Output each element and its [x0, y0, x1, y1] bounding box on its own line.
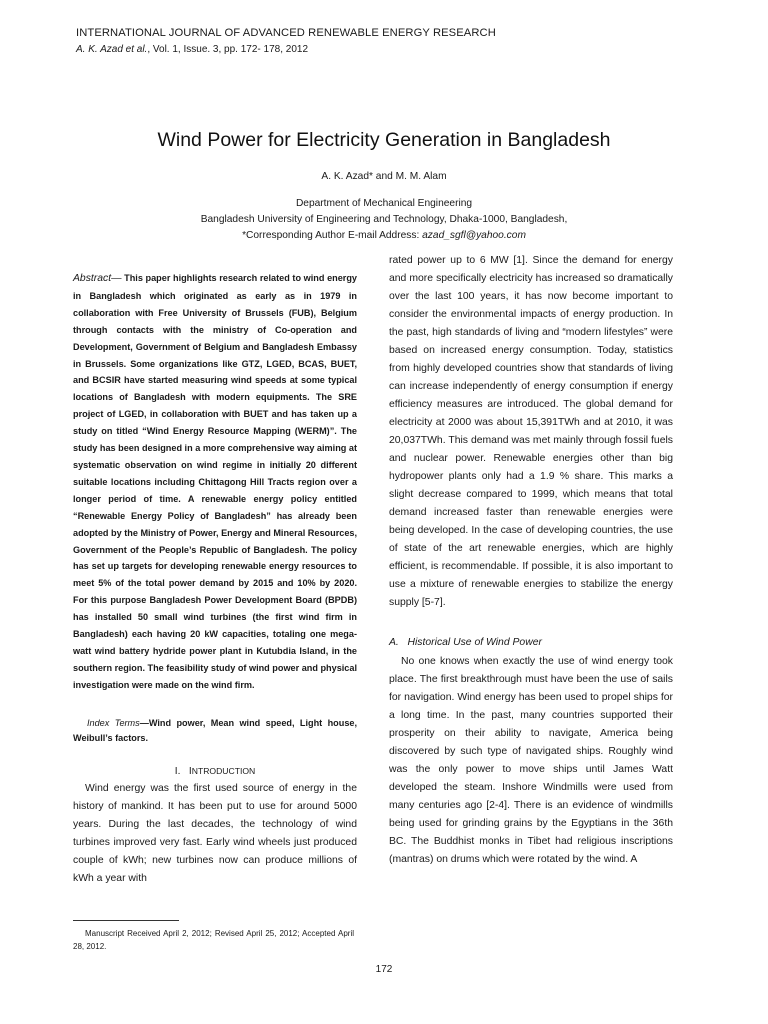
- corresponding-author: [0, 228, 768, 244]
- right-column: [389, 252, 673, 869]
- corresponding-label: *Corresponding Author E-mail Address:: [242, 230, 423, 241]
- abstract-label: Abstract—: [73, 273, 122, 284]
- page-number: 172: [375, 964, 393, 975]
- introduction-paragraph: Wind energy was the first used source of energy in the history of mankind. It has been put to use for around 5000 years. During the last decades, the technology of wind turbines improved very fast. Early wind wheels just produced couple of kWh; new turbines now can produce millions of kWh a year with: [73, 782, 357, 884]
- index-terms: [73, 716, 357, 746]
- author-email: azad_sgfl@yahoo.com: [422, 230, 526, 241]
- section-initial: I: [188, 765, 192, 777]
- footnote-divider: [73, 920, 179, 921]
- subsection-title: Historical Use of Wind Power: [407, 637, 542, 648]
- paper-title: Wind Power for Electricity Generation in Bangladesh: [157, 129, 611, 151]
- affiliation: [0, 196, 768, 244]
- citation-line: [76, 44, 308, 55]
- section-number: I.: [174, 765, 181, 777]
- right-paragraph-2: No one knows when exactly the use of wind energy took place. The first breakthrough must have been the use of sails for navigation. Wind energy has been used to propel ships for a long time. In the past, many countries supported their prosperity on their ability to navigate, America being discovered by such type of navigated ships. Roughly wind was the only power to move ships until James Watt developed the steam. Inshore Windmills were used from many centuries ago [2-4]. There is an evidence of windmills being used for grinding grains by the Egyptians in the 36th BC. The Buddhist monks in Tibet had religious inscriptions (mantras) on drums which were rotated by the wind. A: [389, 656, 673, 865]
- right-paragraph-1: rated power up to 6 MW [1]. Since the demand for energy and more specifically electricity has increased so dramatically over the last 100 years, it has now become important to consider the environmental impacts of energy production. In the past, high standards of living and “modern lifestyles” were based on increased energy consumption. Today, statistics from highly developed countries show that standards of living can increase independently of energy consumption if energy efficiency measures are introduced. The global demand for electricity at 2000 was about 15,391TWh and at 2010, it was 20,037TWh. This demand was met mainly through fossil fuels and nuclear power. Renewable energies other than big hydropower plants only had a 1.9 % share. This marks a slight decrease compared to 1999, which means that total demand increased faster than renewable energies were being developed. In the case of developing countries, the use of state of the art renewable energies, which are highly efficient, is recommendable. If possible, it is also important to use a mixture of renewable energies to stabilize the energy supply [5-7].: [389, 255, 673, 608]
- citation-details: , Vol. 1, Issue. 3, pp. 172- 178, 2012: [147, 44, 309, 55]
- section-title-rest: NTRODUCTION: [191, 765, 256, 776]
- department: Department of Mechanical Engineering: [295, 198, 473, 209]
- authors: A. K. Azad* and M. M. Alam: [321, 171, 447, 182]
- subsection-letter: A.: [389, 637, 399, 648]
- citation-authors: A. K. Azad et al.: [76, 44, 148, 55]
- index-terms-text: —Wind power, Mean wind speed, Light house, Weibull’s factors.: [73, 717, 358, 743]
- subsection-heading-historical: [389, 637, 673, 648]
- abstract-text: This paper highlights research related to wind energy in Bangladesh which originated as early as in 1979 in collaboration with Free University of Brussels (FUB), Belgium through contacts with the ministry of Co-operation and Development, Government of Belgium and Bangladesh Embassy in Brussels. Some organizations like GTZ, LGED, BCAS, BUET, and BCSIR have started measuring wind speeds at some typical locations of Bangladesh with modern equipments. The SRE project of LGED, in collaboration with BUET and has taken up a study on titled “Wind Energy Resource Mapping (WERM)”. The study has been designed in a more comprehensive way aiming at systematic observation on wind regime in initially 20 different suitable locations including Chittagong Hill Tracts region over a longer period of time. A renewable energy policy entitled “Renewable Energy Policy of Bangladesh” has already been adopted by the Ministry of Power, Energy and Mineral Resources, Government of the People’s Republic of Bangladesh. The policy has set up targets for developing renewable energy resources to meet 5% of the total power demand by 2015 and 10% by 2020. For this purpose Bangladesh Power Development Board (BPDB) has installed 50 small wind turbines (the first wind firm in Bangladesh) each having 20 kW capacities, totaling one mega-watt wind battery hydride power plant in Kutubdia Island, in the southern region. The feasibility study of wind power and physical investigation were made on the wind firm.: [73, 273, 357, 690]
- university: Bangladesh University of Engineering and Technology, Dhaka-1000, Bangladesh,: [200, 214, 568, 225]
- index-terms-label: Index Terms: [87, 717, 140, 728]
- section-heading-introduction: [73, 766, 357, 777]
- footnote: Manuscript Received April 2, 2012; Revised April 25, 2012; Accepted April 28, 2012.: [73, 929, 354, 951]
- left-column: [73, 270, 357, 888]
- abstract: [73, 270, 357, 694]
- journal-name: INTERNATIONAL JOURNAL OF ADVANCED RENEWABLE ENERGY RESEARCH: [76, 27, 496, 39]
